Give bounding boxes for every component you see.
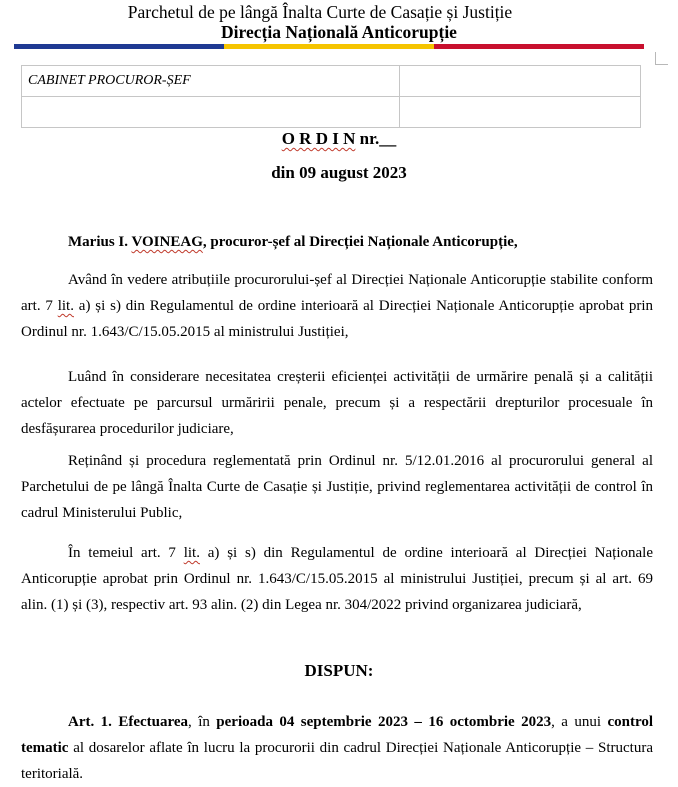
dispun-heading: DISPUN: [304,661,374,680]
tricolor-red [434,44,644,49]
cabinet-cell: CABINET PROCUROR-ȘEF [22,66,400,97]
order-title [0,128,678,150]
paragraph-procedure: Reținând și procedura reglementată prin Ordinul nr. 5/12.01.2016 al procurorului general al Parchetului de pe lângă Înalta Curte de Casație și Justiție, privind reglementarea activității de control în cadrul Ministerului Public, [21,453,653,521]
paragraph-legal-basis [21,540,653,618]
author-first-name: Marius I. [68,234,132,250]
p1-text-a: Având în vedere atribuțiile procurorului-șef al Direcției Naționale Anticorupție stabilite conform art. 7 [21,272,653,314]
article-1-text-3: al dosarelor aflate în lucru la procurorii din cadrul Direcției Naționale Anticorupție – Structura teritorială. [21,740,653,782]
article-1-period: perioada 04 septembrie 2023 – 16 octombrie 2023 [216,714,552,730]
p1-text-b: a) și s) din Regulamentul de ordine interioară al Direcției Naționale Anticorupție aprobat prin Ordinul nr. 1.643/C/15.05.2015 al ministrului Justiției, [21,298,653,340]
p1-lit: lit. [57,298,74,314]
author-role: , procuror-șef al Direcției Naționale Anticorupție, [202,234,518,250]
article-1-action: Efectuarea [111,714,189,730]
article-1 [21,709,653,787]
tricolor-yellow [224,44,434,49]
page-corner-mark [655,52,668,65]
paragraph-attributions [21,267,653,345]
directorate-header: Direcția Națională Anticorupție [221,22,457,42]
order-number: nr.__ [355,129,397,148]
tricolor-band [14,44,644,49]
article-1-text-1: , în [188,714,217,730]
office-table [21,65,641,128]
p4-text-b: a) și s) din Regulamentul de ordine interioară al Direcției Naționale Anticorupție aprobat prin Ordinul nr. 1.643/C/15.05.2015 al ministrului Justiției, precum și al art. 69 alin. (1) și (3), respectiv art. 93 alin. (2) din Legea nr. 304/2022 privind organizarea judiciară, [21,545,653,613]
institution-header: Parchetul de pe lângă Înalta Curte de Casație și Justiție [127,2,513,22]
paragraph-considering: Luând în considerare necesitatea creșterii eficienței activității de urmărire penală și a calității actelor efectuate pe parcursul urmăririi penale, precum și a respectării drepturilor procesuale în desfășurarea procedurilor judiciare, [21,369,653,437]
author-last-name: VOINEAG [131,234,203,250]
author-line [68,232,668,252]
article-1-label: Art. 1. [68,714,112,730]
p4-lit: lit. [183,545,200,561]
tricolor-blue [14,44,224,49]
empty-cell-bottom-left [22,97,400,128]
empty-cell-top-right [400,66,641,97]
p4-text-a: În temeiul art. 7 [68,545,184,561]
order-date: din 09 august 2023 [271,163,407,182]
article-1-control: control tematic [21,714,654,756]
article-1-text-2: , a unui [551,714,608,730]
order-title-word: O R D I N [281,129,356,148]
empty-cell-bottom-right [400,97,641,128]
